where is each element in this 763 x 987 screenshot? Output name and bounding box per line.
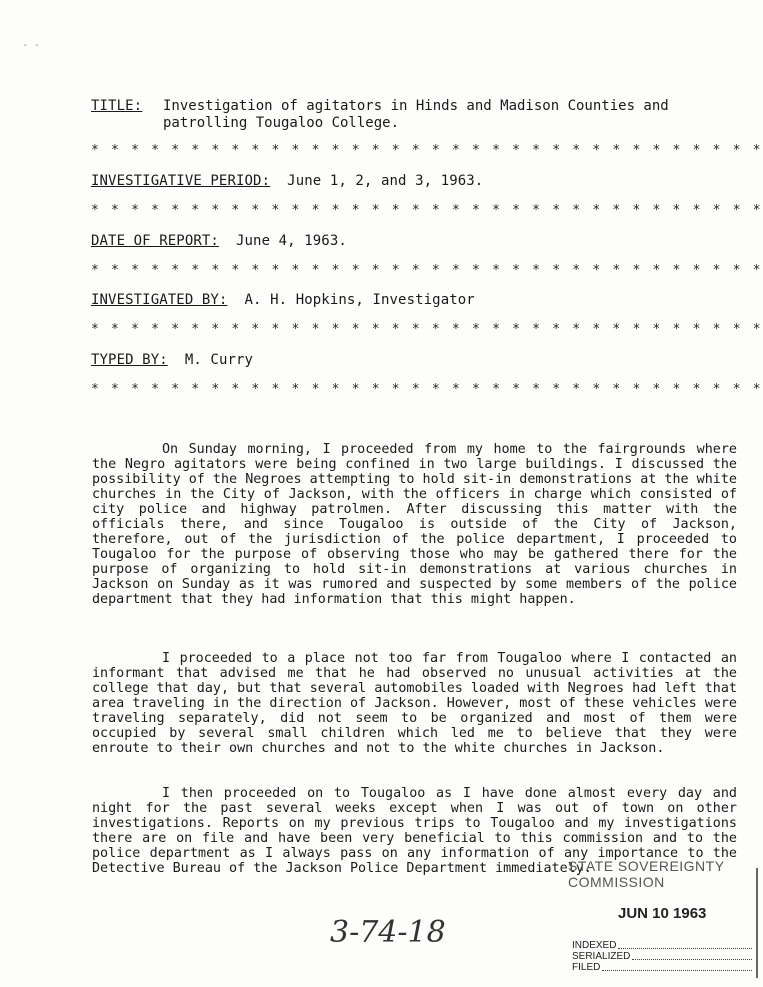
paragraph-3: I then proceeded on to Tougaloo as I have done almost every day and night for the past several weeks except when I was out of town on other investigations. Reports on my previous trips to Tougaloo and my investigations there are on file and have been very beneficial to this commission and to the police department as I always pass on any information of any importance to the Detective Bureau of the Jackson Police Department immediately. [92, 786, 737, 876]
date-value: June 4, 1963. [236, 233, 347, 249]
typed-value: M. Curry [184, 352, 254, 368]
period-value: June 1, 2, and 3, 1963. [287, 173, 484, 189]
serialized-field [572, 951, 752, 962]
filing-stamp [572, 940, 752, 973]
indexed-label: INDEXED [572, 940, 617, 951]
date-of-report [91, 233, 347, 249]
investigated-label: INVESTIGATED BY: [91, 292, 228, 308]
filed-field [572, 962, 752, 973]
star-divider-3: * * * * * * * * * * * * * * * * * * * * * * * * * * * * * * * * * * [91, 263, 763, 278]
typed-label: TYPED BY: [91, 352, 168, 368]
paragraph-1-block [92, 442, 737, 607]
serialized-label: SERIALIZED [572, 951, 631, 962]
paragraph-2-block [92, 651, 737, 756]
period-label: INVESTIGATIVE PERIOD: [91, 173, 271, 189]
star-divider-5: * * * * * * * * * * * * * * * * * * * * * * * * * * * * * * * * * * [91, 382, 763, 397]
stamp-border [756, 868, 758, 978]
paragraph-1: On Sunday morning, I proceeded from my home to the fairgrounds where the Negro agitators were being confined in two large buildings. I discussed the possibility of the Negroes attempting to hold sit-in demonstrations at the white churches in the City of Jackson, with the officers in charge which consisted of city police and highway patrolmen. After discussing this matter with the officials there, and since Tougaloo is outside of the City of Jackson, therefore, out of the jurisdiction of the police department, I proceeded to Tougaloo for the purpose of observing those who may be gathered there for the purpose of organizing to hold sit-in demonstrations at various churches in Jackson on Sunday as it was rumored and suspected by some members of the police department that they had information that this might happen. [92, 442, 737, 607]
handwritten-file-number: 3-74-18 [330, 915, 446, 950]
received-date-stamp: JUN 10 1963 [618, 905, 707, 922]
indexed-field [572, 940, 752, 951]
title-line-2: patrolling Tougaloo College. [163, 115, 400, 131]
star-divider-1: * * * * * * * * * * * * * * * * * * * * * * * * * * * * * * * * * * [91, 143, 763, 158]
filed-label: FILED [572, 962, 601, 973]
investigated-by [91, 292, 475, 308]
commission-stamp: STATE SOVEREIGNTY COMMISSION [568, 858, 725, 890]
investigated-value: A. H. Hopkins, Investigator [244, 292, 475, 308]
title-line-1: Investigation of agitators in Hinds and Madison Counties and [163, 98, 669, 114]
title-text [163, 98, 669, 132]
date-label: DATE OF REPORT: [91, 233, 219, 249]
star-divider-2: * * * * * * * * * * * * * * * * * * * * * * * * * * * * * * * * * * [91, 203, 763, 218]
title-label [91, 98, 142, 114]
investigative-period [91, 173, 483, 189]
paragraph-2: I proceeded to a place not too far from Tougaloo where I contacted an informant that advised me that he had observed no unusual activities at the college that day, but that several automobiles loaded with Negroes had left that area traveling in the direction of Jackson. However, most of these vehicles were traveling separately, did not seem to be organized and most of them were occupied by several small children which led me to believe that they were enroute to their own churches and not to the white churches in Jackson. [92, 651, 737, 756]
star-divider-4: * * * * * * * * * * * * * * * * * * * * * * * * * * * * * * * * * * [91, 322, 763, 337]
typed-by [91, 352, 253, 368]
title-label-text: TITLE: [91, 98, 143, 114]
scan-speck: - - [22, 40, 41, 51]
